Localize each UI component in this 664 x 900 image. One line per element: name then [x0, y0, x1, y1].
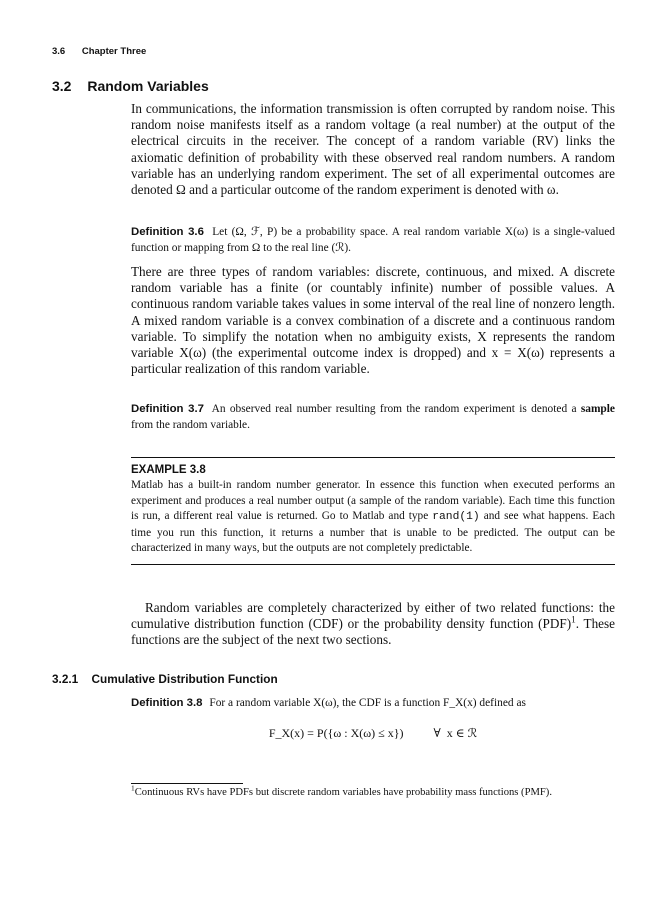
- example-code: rand(1): [432, 511, 480, 524]
- example-text-a: Matlab has a built-in random number generator. In essence this function when executed performs an experiment and produces a real number output (a sample of the random variable). Each time this function is run, a different real value is returned. Go to Matlab and type: [131, 479, 615, 523]
- definition-3-6: [131, 224, 615, 256]
- footnote: [131, 783, 615, 800]
- running-head: [52, 46, 160, 57]
- subsection-heading: [52, 672, 278, 686]
- definition-label: Definition 3.8: [131, 697, 203, 709]
- paragraph-text: In communications, the information transmission is often corrupted by random noise. This random noise manifests itself as a random voltage (a real number) at the output of the electrical circuits in the receiver. The concept of a random variable (RV) links the axiomatic definition of probability with these observed real random numbers. A random variable has an underlying random experiment. The set of all experimental outcomes are denoted Ω and a particular outcome of the random experiment is denoted with ω.: [131, 101, 615, 198]
- paragraph-intro: [131, 101, 615, 198]
- footnote-reference: 1: [571, 614, 576, 625]
- equation-rhs: ∀ x ∈ ℛ: [433, 726, 478, 740]
- paragraph-text: There are three types of random variables: discrete, continuous, and mixed. A discrete random variable has a finite (or countably infinite) number of possible values. A continuous random variable takes values in some interval of the real line of nonzero length. A mixed random variable is a convex combination of a discrete and a continuous random variable. To simplify the notation when no ambiguity exists, X represents the random variable X(ω) (the experimental outcome index is dropped) and x = X(ω) represents a particular realization of this random variable.: [131, 264, 615, 377]
- page-number: 3.6: [52, 46, 66, 57]
- definition-3-7: [131, 401, 615, 433]
- example-title: EXAMPLE 3.8: [131, 464, 206, 476]
- equation-lhs: F_X(x) = P({ω : X(ω) ≤ x}): [268, 726, 404, 740]
- paragraph-end: . These functions are the subject of the next two sections.: [131, 616, 616, 648]
- example-text-b: and see what happens. Each time you run this function, it returns a number that is unable to be predicted. The output can be characterized in many ways, but the outputs are not completely predictable.: [131, 510, 615, 555]
- cdf-equation: [131, 726, 615, 741]
- definition-text: An observed real number resulting from the random experiment is denoted a: [211, 403, 581, 415]
- definition-text-end: from the random variable.: [131, 419, 250, 431]
- definition-text: For a random variable X(ω), the CDF is a function F_X(x) defined as: [209, 697, 526, 709]
- subsection-title: Cumulative Distribution Function: [91, 672, 278, 686]
- footnote-rule: [131, 783, 243, 784]
- footnote-mark: 1: [131, 783, 135, 793]
- section-title: Random Variables: [87, 78, 209, 94]
- chapter-title: Chapter Three: [81, 46, 147, 57]
- definition-label: Definition 3.6: [131, 226, 204, 238]
- paragraph-cdf-pdf: [131, 600, 615, 649]
- footnote-text: Continuous RVs have PDFs but discrete random variables have probability mass functions (PMF).: [134, 787, 552, 798]
- definition-text: Let (Ω, ℱ, P) be a probability space. A real random variable X(ω) is a single-valued function or mapping from Ω to the real line (ℛ).: [131, 226, 615, 254]
- section-heading: [52, 78, 209, 94]
- definition-label: Definition 3.7: [131, 403, 204, 415]
- example-box: [131, 457, 615, 565]
- definition-3-8: [131, 695, 615, 711]
- example-text: [131, 478, 615, 557]
- section-number: 3.2: [52, 78, 72, 94]
- paragraph-text: [131, 600, 615, 649]
- paragraph-types: [131, 264, 615, 377]
- subsection-number: 3.2.1: [52, 672, 79, 686]
- definition-bold-term: sample: [580, 403, 615, 415]
- paragraph-main: Random variables are completely characterized by either of two related functions: the cumulative distribution function (CDF) or the probability density function (PDF): [131, 600, 615, 632]
